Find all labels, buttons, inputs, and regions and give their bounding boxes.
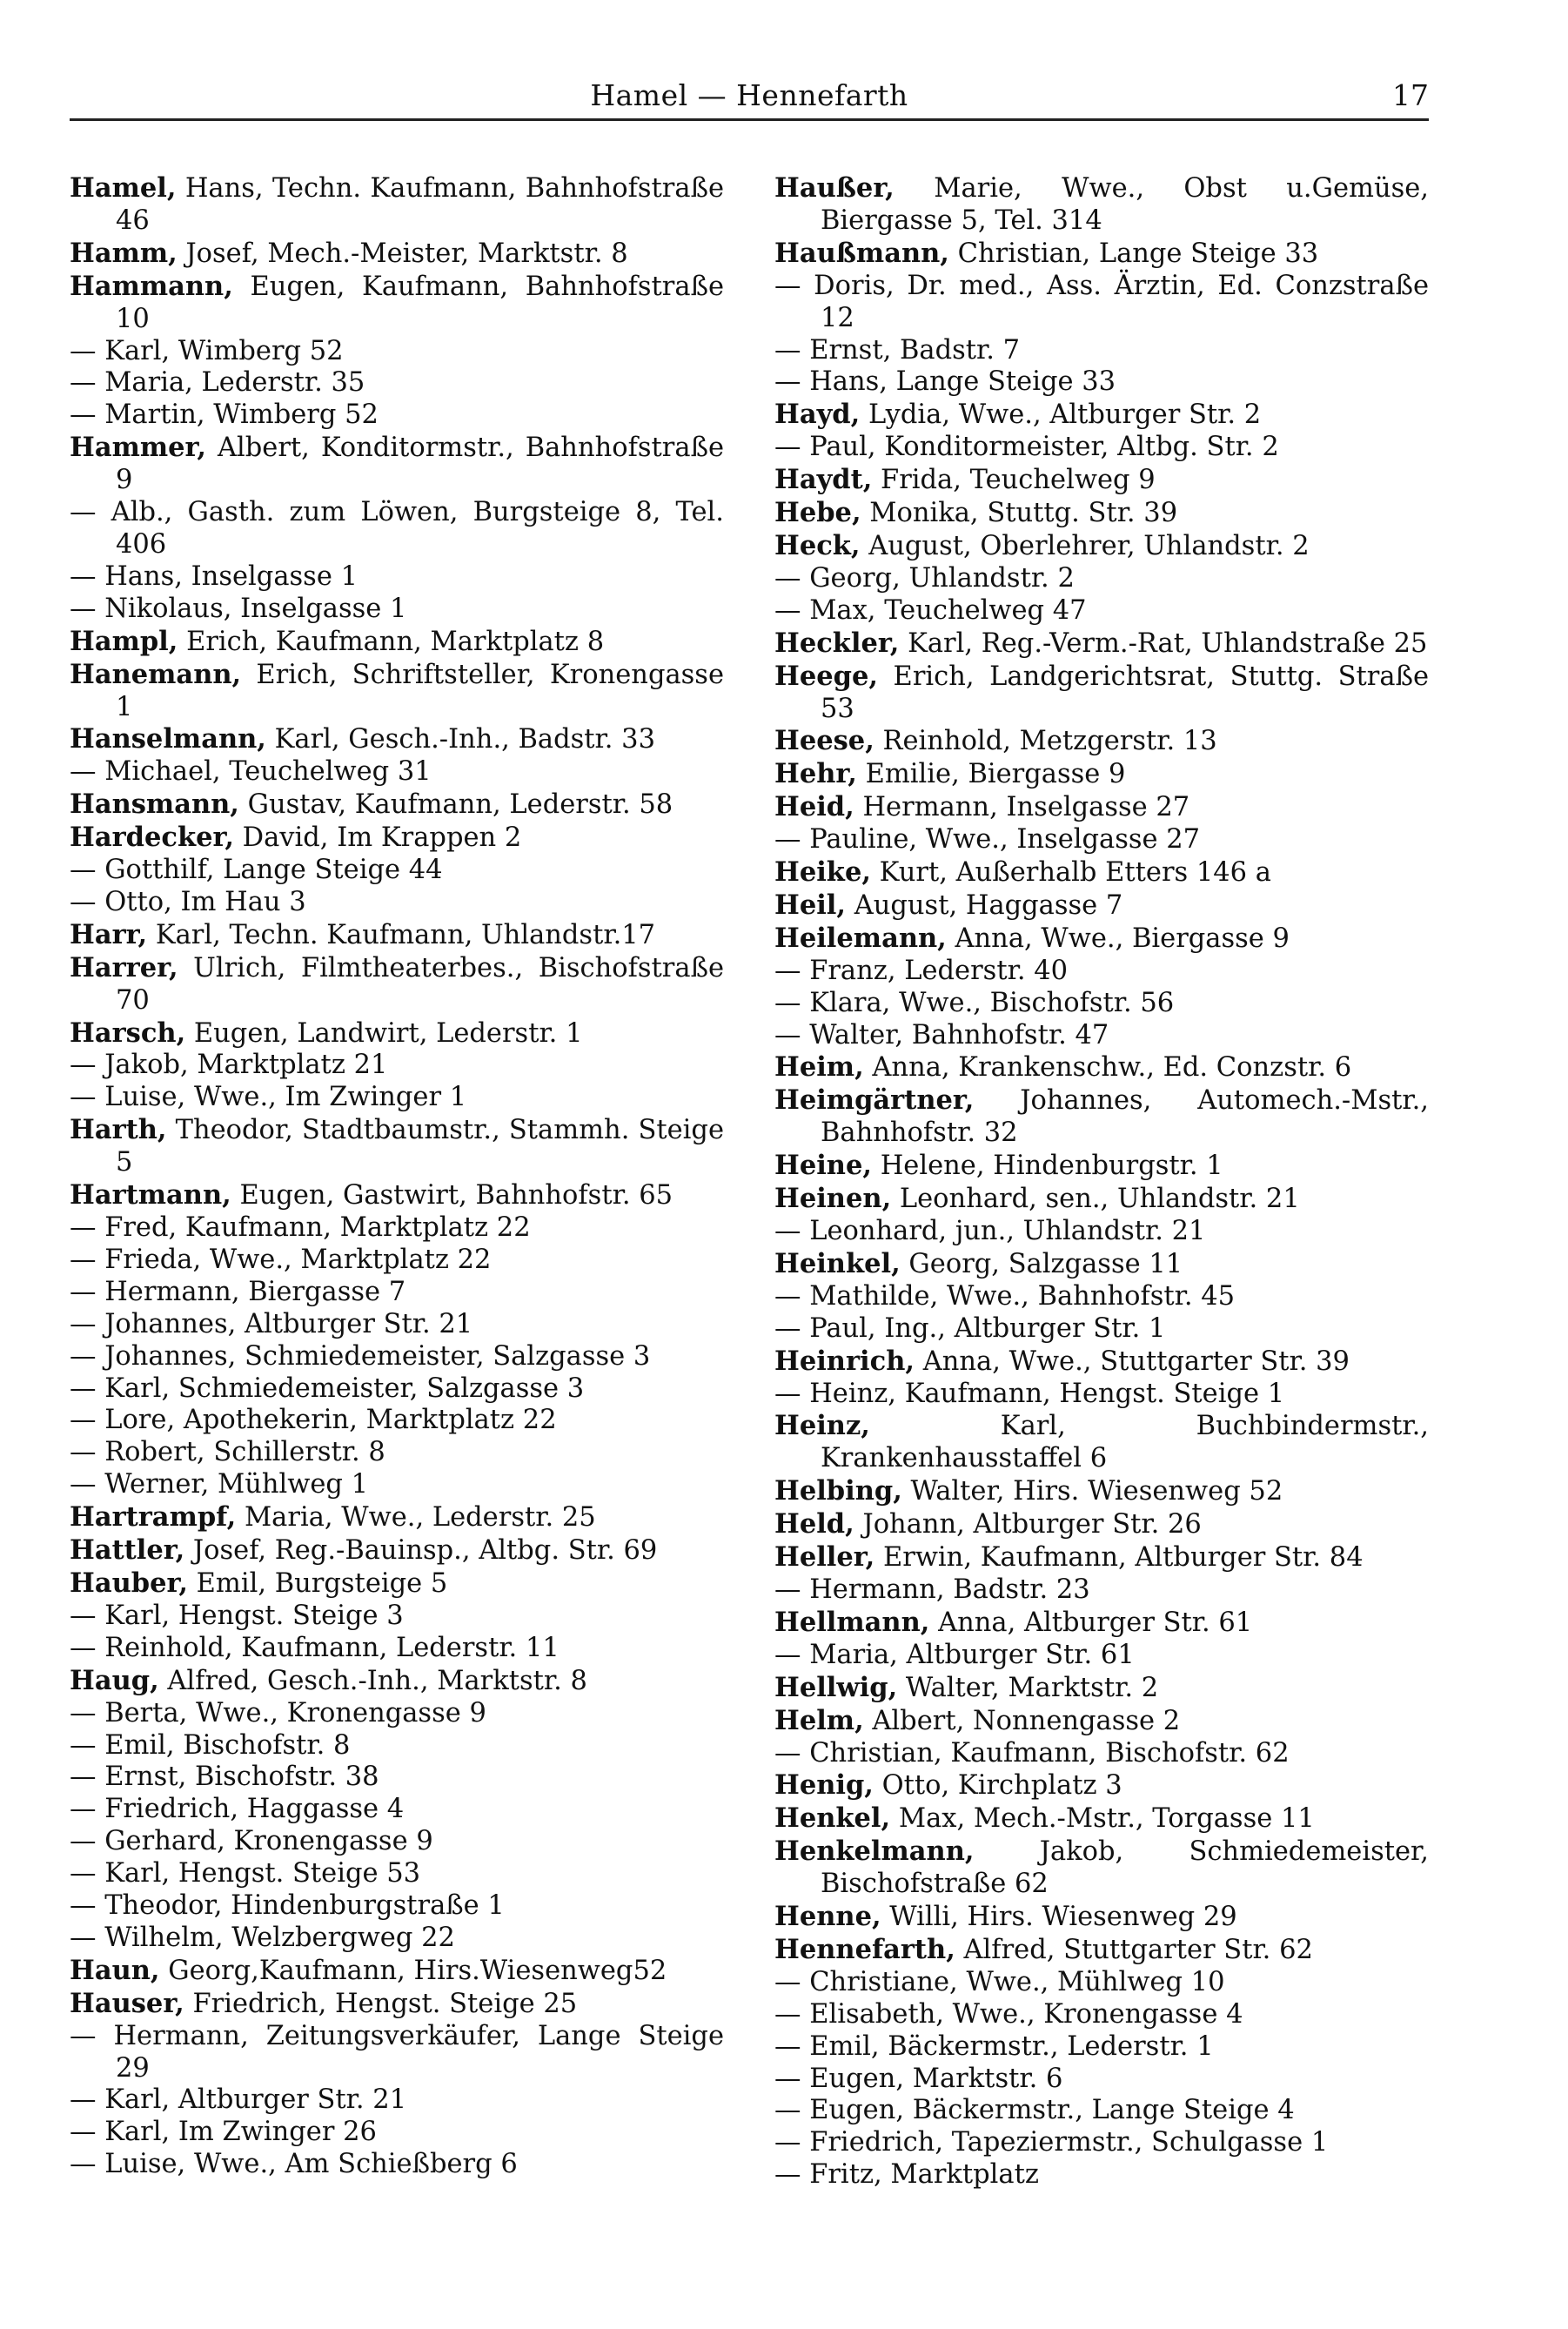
entry-details: Karl, Buchbindermstr., Krankenhausstaffel 6 — [821, 1411, 1429, 1474]
directory-entry — [70, 2117, 724, 2149]
entry-details: Karl, Gesch.-Inh., Badstr. 33 — [265, 724, 655, 755]
entry-details: — Maria, Lederstr. 35 — [70, 367, 365, 399]
directory-entry — [70, 1501, 724, 1534]
directory-entry — [774, 1313, 1429, 1346]
entry-details: — Gotthilf, Lange Steige 44 — [70, 855, 443, 886]
entry-details: — Elisabeth, Wwe., Kronengasse 4 — [774, 1998, 1243, 2030]
entry-surname: Hamm, — [70, 237, 178, 269]
entry-details: Helene, Hindenburgstr. 1 — [872, 1151, 1223, 1182]
directory-entry — [774, 1967, 1429, 1999]
entry-surname: Heil, — [774, 889, 847, 921]
directory-entry — [774, 1574, 1429, 1607]
entry-details: Walter, Hirs. Wiesenweg 52 — [901, 1476, 1283, 1507]
entry-details: — Michael, Teuchelweg 31 — [70, 756, 432, 788]
entry-surname: Held, — [774, 1508, 854, 1540]
directory-entry — [774, 1901, 1429, 1934]
entry-surname: Hehr, — [774, 758, 857, 790]
directory-entry — [70, 2149, 724, 2181]
entry-details: — Werner, Mühlweg 1 — [70, 1469, 369, 1500]
entry-details: August, Oberlehrer, Uhlandstr. 2 — [860, 530, 1310, 561]
running-title: Hamel — Hennefarth — [590, 78, 908, 112]
directory-entry — [774, 464, 1429, 497]
entry-details: — Luise, Wwe., Am Schießberg 6 — [70, 2149, 518, 2180]
entry-details: — Otto, Im Hau 3 — [70, 886, 306, 917]
entry-surname: Hauser, — [70, 1987, 184, 2019]
entry-surname: Hennefarth, — [774, 1933, 955, 1965]
entry-details: Ulrich, Filmtheaterbes., Bischofstraße 70 — [116, 952, 724, 1016]
directory-entry — [774, 1640, 1429, 1672]
entry-details: — Friedrich, Tapeziermstr., Schulgasse 1 — [774, 2127, 1329, 2158]
entry-details: Eugen, Gastwirt, Bahnhofstr. 65 — [231, 1180, 673, 1211]
entry-details: Johannes, Automech.-Mstr., Bahnhofstr. 32 — [821, 1085, 1429, 1149]
directory-entry — [774, 791, 1429, 824]
entry-surname: Heckler, — [774, 627, 900, 659]
directory-entry — [70, 497, 724, 561]
entry-surname: Hartrampf, — [70, 1501, 237, 1534]
entry-details: — Hans, Inselgasse 1 — [70, 560, 358, 592]
entry-details: Anna, Wwe., Stuttgarter Str. 39 — [915, 1346, 1350, 1377]
entry-details: — Paul, Konditormeister, Altbg. Str. 2 — [774, 432, 1279, 463]
entry-details: — Alb., Gasth. zum Löwen, Burgsteige 8, Tel. 406 — [70, 497, 724, 560]
directory-entry — [774, 1769, 1429, 1802]
entry-details: Jakob, Schmiedemeister, Bischofstraße 62 — [821, 1836, 1429, 1900]
entry-details: — Wilhelm, Welzbergweg 22 — [70, 1922, 455, 1953]
entry-details: Erich, Kaufmann, Marktplatz 8 — [178, 626, 605, 657]
directory-entry — [774, 366, 1429, 399]
entry-surname: Hauber, — [70, 1567, 188, 1599]
entry-details: — Jakob, Marktplatz 21 — [70, 1050, 388, 1081]
entry-surname: Hartmann, — [70, 1179, 231, 1211]
entry-surname: Haug, — [70, 1664, 159, 1696]
directory-entry — [774, 172, 1429, 238]
directory-entry — [774, 1672, 1429, 1705]
directory-entry — [774, 432, 1429, 464]
directory-entry — [70, 756, 724, 789]
entry-details: — Johannes, Schmiedemeister, Salzgasse 3 — [70, 1340, 651, 1372]
entry-surname: Heinrich, — [774, 1345, 915, 1377]
entry-details: Otto, Kirchplatz 3 — [873, 1770, 1122, 1802]
entry-details: — Karl, Wimberg 52 — [70, 335, 344, 366]
entry-surname: Hellmann, — [774, 1606, 930, 1638]
directory-entry — [70, 1373, 724, 1406]
directory-entry — [774, 1051, 1429, 1084]
directory-entry — [70, 1050, 724, 1082]
entry-details: Josef, Mech.-Meister, Marktstr. 8 — [177, 238, 628, 269]
entry-details: — Robert, Schillerstr. 8 — [70, 1437, 385, 1468]
directory-entry — [70, 1245, 724, 1277]
entry-details: — Johannes, Altburger Str. 21 — [70, 1308, 473, 1339]
directory-entry — [774, 1508, 1429, 1541]
directory-entry — [774, 824, 1429, 856]
directory-entry — [70, 1437, 724, 1469]
entry-surname: Hanselmann, — [70, 723, 266, 755]
entry-details: — Hermann, Badstr. 23 — [774, 1574, 1090, 1605]
entry-details: Friedrich, Hengst. Steige 25 — [184, 1988, 578, 2019]
directory-entry — [774, 923, 1429, 956]
directory-entry — [774, 889, 1429, 923]
directory-entry — [774, 271, 1429, 335]
entry-details: Erwin, Kaufmann, Altburger Str. 84 — [874, 1542, 1364, 1574]
entry-details: — Karl, Schmiedemeister, Salzgasse 3 — [70, 1373, 585, 1404]
entry-details: — Ernst, Badstr. 7 — [774, 334, 1021, 366]
directory-entry — [774, 238, 1429, 271]
directory-entry — [774, 335, 1429, 367]
directory-entry — [70, 952, 724, 1017]
entry-details: — Berta, Wwe., Kronengasse 9 — [70, 1697, 486, 1728]
directory-entry — [774, 1216, 1429, 1248]
directory-entry — [774, 856, 1429, 889]
directory-entry — [70, 659, 724, 724]
entry-surname: Hammer, — [70, 432, 206, 464]
directory-entry — [774, 1738, 1429, 1770]
entry-details: — Frieda, Wwe., Marktplatz 22 — [70, 1244, 492, 1275]
entry-details: Eugen, Kaufmann, Bahnhofstraße 10 — [116, 271, 724, 334]
entry-surname: Heck, — [774, 529, 861, 561]
entry-details: Josef, Reg.-Bauinsp., Altbg. Str. 69 — [184, 1535, 658, 1567]
entry-details: Reinhold, Metzgerstr. 13 — [874, 726, 1217, 757]
entry-details: Karl, Reg.-Verm.-Rat, Uhlandstraße 25 — [899, 628, 1428, 659]
entry-details: Lydia, Wwe., Altburger Str. 2 — [860, 399, 1262, 431]
directory-entry — [70, 1534, 724, 1567]
directory-entry — [70, 1601, 724, 1633]
directory-entry — [70, 919, 724, 952]
entry-surname: Henig, — [774, 1769, 874, 1802]
directory-entry — [70, 1826, 724, 1858]
directory-entry — [70, 1730, 724, 1762]
entry-surname: Helm, — [774, 1704, 864, 1736]
entry-surname: Heine, — [774, 1150, 873, 1182]
entry-details: — Fritz, Marktplatz — [774, 2159, 1039, 2191]
directory-entry — [70, 1698, 724, 1730]
entry-details: Anna, Altburger Str. 61 — [929, 1607, 1253, 1638]
directory-entry — [774, 758, 1429, 791]
entry-details: Albert, Nonnengasse 2 — [863, 1705, 1181, 1736]
directory-entry — [70, 1017, 724, 1050]
entry-details: Frida, Teuchelweg 9 — [872, 465, 1156, 496]
entry-surname: Heinen, — [774, 1183, 892, 1215]
directory-entry — [70, 1633, 724, 1665]
entry-details: — Karl, Im Zwinger 26 — [70, 2117, 377, 2148]
directory-entry — [70, 1923, 724, 1955]
directory-entry — [774, 988, 1429, 1020]
entry-details: — Mathilde, Wwe., Bahnhofstr. 45 — [774, 1280, 1236, 1312]
entry-details: Gustav, Kaufmann, Lederstr. 58 — [238, 789, 673, 821]
entry-details: — Christian, Kaufmann, Bischofstr. 62 — [774, 1737, 1290, 1769]
directory-entry — [70, 1082, 724, 1114]
directory-entry — [774, 628, 1429, 661]
entry-details: Alfred, Gesch.-Inh., Marktstr. 8 — [158, 1665, 587, 1696]
entry-surname: Harrer, — [70, 951, 178, 983]
entry-details: Johann, Altburger Str. 26 — [854, 1509, 1202, 1540]
running-head — [70, 77, 1429, 121]
entry-details: — Theodor, Hindenburgstraße 1 — [70, 1890, 505, 1922]
entry-details: Maria, Wwe., Lederstr. 25 — [236, 1502, 596, 1534]
entry-details: Theodor, Stadtbaumstr., Stammh. Steige 5 — [116, 1115, 724, 1178]
entry-surname: Haun, — [70, 1954, 160, 1986]
directory-entry — [70, 1762, 724, 1794]
entry-surname: Haußmann, — [774, 237, 949, 269]
entry-surname: Haydt, — [774, 464, 873, 496]
directory-entry — [70, 1988, 724, 2021]
entry-surname: Heid, — [774, 791, 854, 823]
entry-details: — Georg, Uhlandstr. 2 — [774, 562, 1075, 594]
directory-entry — [70, 1955, 724, 1988]
directory-entry — [774, 725, 1429, 758]
entry-details: Erich, Schriftsteller, Kronengasse 1 — [116, 659, 724, 722]
directory-entry — [70, 1341, 724, 1373]
directory-entry — [70, 855, 724, 887]
directory-entry — [70, 1277, 724, 1309]
entry-surname: Henkelmann, — [774, 1836, 975, 1868]
directory-entry — [70, 2021, 724, 2085]
entry-details: — Leonhard, jun., Uhlandstr. 21 — [774, 1216, 1206, 1246]
directory-entry — [70, 887, 724, 919]
entry-details: Eugen, Landwirt, Lederstr. 1 — [185, 1017, 583, 1049]
directory-entry — [70, 2084, 724, 2117]
page-number: 17 — [1392, 78, 1429, 112]
entry-details: — Nikolaus, Inselgasse 1 — [70, 593, 407, 624]
directory-entry — [774, 1150, 1429, 1183]
directory-entry — [774, 2064, 1429, 2096]
entry-details: — Paul, Ing., Altburger Str. 1 — [774, 1312, 1166, 1344]
entry-surname: Hammann, — [70, 270, 233, 302]
entry-details: — Eugen, Marktstr. 6 — [774, 2063, 1063, 2094]
entry-details: Anna, Wwe., Biergasse 9 — [946, 923, 1290, 954]
entry-surname: Henkel, — [774, 1802, 891, 1835]
directory-entry — [774, 1607, 1429, 1640]
directory-entry — [774, 1248, 1429, 1281]
entry-details: — Fred, Kaufmann, Marktplatz 22 — [70, 1212, 531, 1243]
entry-surname: Hardecker, — [70, 822, 234, 854]
directory-entry — [70, 399, 724, 432]
entry-details: — Pauline, Wwe., Inselgasse 27 — [774, 824, 1201, 856]
entry-details: Karl, Techn. Kaufmann, Uhlandstr.17 — [147, 919, 656, 950]
entry-details: — Max, Teuchelweg 47 — [774, 594, 1087, 626]
left-column — [70, 172, 724, 2181]
entry-details: — Hans, Lange Steige 33 — [774, 366, 1116, 398]
directory-entry — [774, 1346, 1429, 1379]
directory-entry — [70, 1179, 724, 1212]
entry-details: — Heinz, Kaufmann, Hengst. Steige 1 — [774, 1378, 1285, 1409]
entry-details: Max, Mech.-Mstr., Torgasse 11 — [890, 1803, 1315, 1835]
directory-entry — [774, 2031, 1429, 2064]
entry-details: — Friedrich, Haggasse 4 — [70, 1794, 405, 1825]
entry-details: — Hermann, Zeitungsverkäufer, Lange Steige 29 — [70, 2020, 724, 2084]
entry-surname: Harr, — [70, 918, 148, 950]
directory-entry — [70, 1665, 724, 1698]
entry-details: Hans, Techn. Kaufmann, Bahnhofstraße 46 — [116, 173, 724, 236]
entry-details: — Maria, Altburger Str. 61 — [774, 1639, 1135, 1670]
entry-details: Emil, Burgsteige 5 — [187, 1567, 448, 1599]
directory-entry — [774, 1836, 1429, 1901]
entry-details: Albert, Konditormstr., Bahnhofstraße 9 — [116, 433, 724, 496]
directory-entry — [70, 822, 724, 855]
entry-surname: Heege, — [774, 660, 878, 692]
directory-entry — [70, 1858, 724, 1890]
directory-entry — [70, 1309, 724, 1341]
entry-details: Monika, Stuttg. Str. 39 — [861, 498, 1178, 529]
entry-details: David, Im Krappen 2 — [233, 822, 522, 854]
entry-details: Emilie, Biergasse 9 — [856, 759, 1126, 790]
entry-details: — Ernst, Bischofstr. 38 — [70, 1762, 379, 1793]
entry-details: — Karl, Hengst. Steige 53 — [70, 1858, 421, 1889]
directory-entry — [774, 497, 1429, 530]
entry-surname: Henne, — [774, 1901, 881, 1933]
entry-details: Walter, Marktstr. 2 — [897, 1672, 1159, 1703]
entry-surname: Heim, — [774, 1051, 864, 1084]
entry-details: — Karl, Hengst. Steige 3 — [70, 1600, 404, 1631]
directory-entry — [774, 563, 1429, 595]
entry-surname: Hampl, — [70, 625, 178, 657]
directory-entry — [774, 595, 1429, 628]
directory-entry — [774, 1475, 1429, 1508]
directory-entry — [774, 1934, 1429, 1967]
entry-surname: Heimgärtner, — [774, 1084, 975, 1117]
entry-details: — Martin, Wimberg 52 — [70, 399, 379, 431]
directory-entry — [70, 1469, 724, 1501]
directory-entry — [774, 661, 1429, 726]
directory-entry — [774, 1410, 1429, 1475]
right-column — [774, 172, 1429, 2191]
entry-details: — Karl, Altburger Str. 21 — [70, 2084, 407, 2116]
directory-entry — [774, 530, 1429, 563]
entry-surname: Harsch, — [70, 1017, 186, 1049]
entry-surname: Harth, — [70, 1114, 167, 1146]
entry-details: Anna, Krankenschw., Ed. Conzstr. 6 — [863, 1052, 1352, 1084]
directory-entry — [774, 956, 1429, 988]
directory-entry — [70, 238, 724, 271]
directory-entry — [774, 1999, 1429, 2031]
directory-entry — [70, 789, 724, 822]
directory-entry — [774, 1084, 1429, 1150]
directory-entry — [70, 723, 724, 756]
entry-details: — Hermann, Biergasse 7 — [70, 1276, 406, 1307]
directory-entry — [774, 2127, 1429, 2159]
entry-surname: Hansmann, — [70, 789, 239, 821]
entry-details: — Luise, Wwe., Im Zwinger 1 — [70, 1082, 467, 1113]
entry-details: Alfred, Stuttgarter Str. 62 — [955, 1934, 1313, 1965]
directory-entry — [70, 336, 724, 368]
entry-details: Leonhard, sen., Uhlandstr. 21 — [891, 1184, 1300, 1215]
entry-details: — Reinhold, Kaufmann, Lederstr. 11 — [70, 1632, 560, 1663]
directory-entry — [70, 594, 724, 626]
entry-surname: Hanemann, — [70, 658, 242, 690]
directory-entry — [774, 1379, 1429, 1411]
entry-surname: Hebe, — [774, 497, 861, 529]
entry-surname: Heinz, — [774, 1410, 870, 1442]
entry-surname: Hellwig, — [774, 1671, 898, 1703]
entry-surname: Hattler, — [70, 1534, 185, 1567]
entry-details: Georg,Kaufmann, Hirs.Wiesenweg52 — [159, 1955, 667, 1986]
entry-details: — Eugen, Bäckermstr., Lange Steige 4 — [774, 2095, 1295, 2126]
entry-details: — Doris, Dr. med., Ass. Ärztin, Ed. Conzstraße 12 — [774, 270, 1429, 333]
directory-entry — [774, 1541, 1429, 1574]
entry-surname: Heese, — [774, 725, 874, 757]
directory-entry — [774, 1705, 1429, 1738]
entry-details: — Emil, Bäckermstr., Lederstr. 1 — [774, 2030, 1214, 2062]
entry-details: Christian, Lange Steige 33 — [948, 238, 1319, 269]
directory-entry — [70, 432, 724, 497]
entry-details: — Walter, Bahnhofstr. 47 — [774, 1019, 1109, 1050]
directory-entry — [70, 271, 724, 336]
directory-entry — [70, 1794, 724, 1826]
directory-entry — [70, 367, 724, 399]
entry-details: — Klara, Wwe., Bischofstr. 56 — [774, 987, 1175, 1018]
entry-details: — Franz, Lederstr. 40 — [774, 955, 1069, 986]
directory-entry — [774, 399, 1429, 432]
entry-details: Erich, Landgerichtsrat, Stuttg. Straße 53 — [821, 661, 1429, 724]
directory-entry — [70, 561, 724, 594]
entry-surname: Heike, — [774, 856, 871, 889]
directory-entry — [774, 1802, 1429, 1836]
directory-entry — [70, 1567, 724, 1601]
entry-details: Willi, Hirs. Wiesenweg 29 — [881, 1902, 1237, 1933]
entry-details: August, Haggasse 7 — [846, 889, 1123, 921]
directory-entry — [774, 1281, 1429, 1313]
entry-surname: Haußer, — [774, 172, 895, 204]
entry-surname: Heilemann, — [774, 922, 947, 954]
directory-entry — [70, 1212, 724, 1245]
directory-entry — [70, 1890, 724, 1923]
directory-entry — [774, 1183, 1429, 1216]
directory-entry — [774, 2095, 1429, 2127]
entry-surname: Heller, — [774, 1541, 875, 1574]
directory-entry — [70, 172, 724, 238]
directory-entry — [70, 1114, 724, 1179]
entry-details: Marie, Wwe., Obst u.Gemüse, Biergasse 5, Tel. 314 — [821, 173, 1429, 236]
entry-surname: Helbing, — [774, 1475, 902, 1507]
entry-details: Kurt, Außerhalb Etters 146 a — [870, 857, 1271, 889]
entry-details: Hermann, Inselgasse 27 — [854, 792, 1190, 823]
entry-surname: Hayd, — [774, 399, 861, 431]
entry-surname: Heinkel, — [774, 1247, 901, 1279]
entry-details: — Gerhard, Kronengasse 9 — [70, 1826, 433, 1857]
entry-details: — Christiane, Wwe., Mühlweg 10 — [774, 1966, 1225, 1997]
entry-details: — Emil, Bischofstr. 8 — [70, 1729, 351, 1761]
entry-surname: Hamel, — [70, 172, 177, 204]
directory-entry — [70, 1405, 724, 1437]
entry-details: Georg, Salzgasse 11 — [900, 1248, 1183, 1279]
directory-entry — [774, 2159, 1429, 2191]
directory-entry — [70, 626, 724, 659]
directory-entry — [774, 1020, 1429, 1052]
entry-details: — Lore, Apothekerin, Marktplatz 22 — [70, 1405, 557, 1436]
